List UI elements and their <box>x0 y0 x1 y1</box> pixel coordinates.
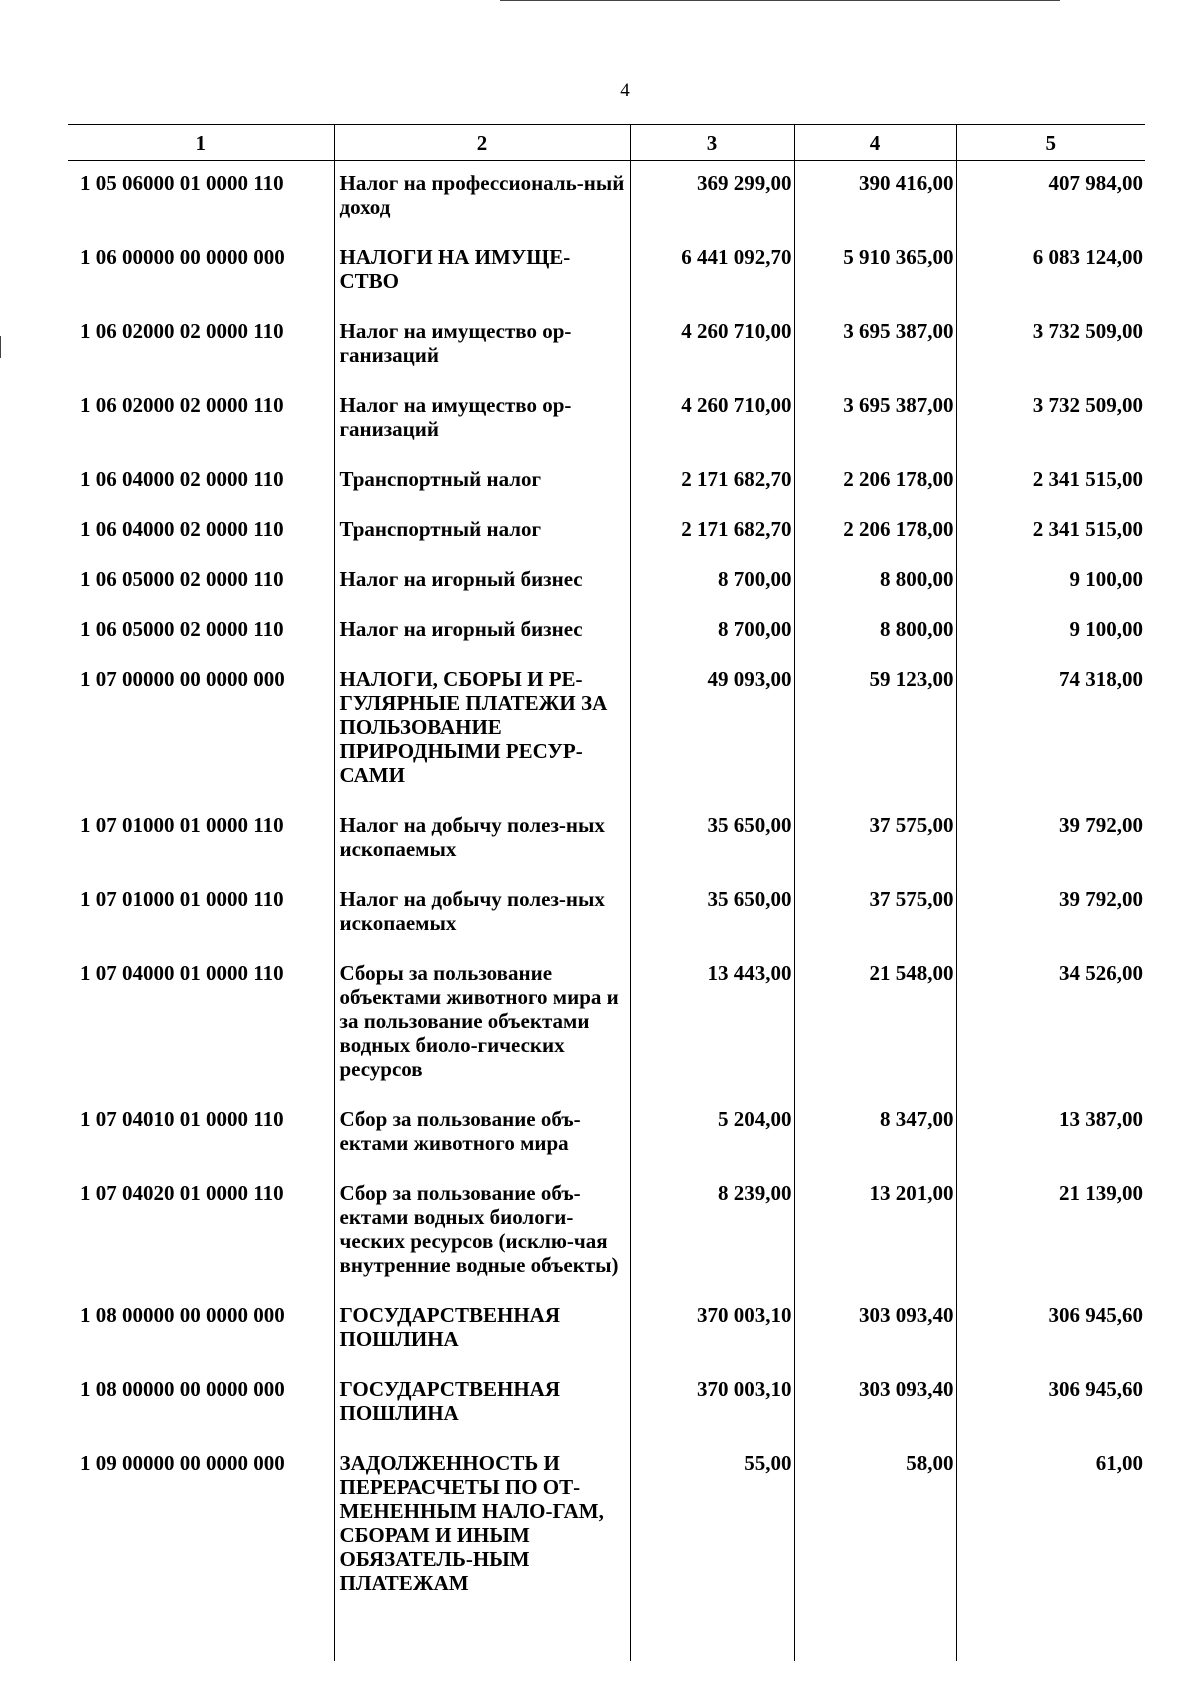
amount-cell-col4: 303 093,40 <box>794 1293 956 1367</box>
amount-cell-col4: 2 206 178,00 <box>794 507 956 557</box>
amount-cell-col5: 74 318,00 <box>956 657 1145 803</box>
table-row <box>68 1367 1145 1441</box>
amount-cell-col5: 39 792,00 <box>956 803 1145 877</box>
amount-cell-col5: 34 526,00 <box>956 951 1145 1097</box>
column-header: 4 <box>794 125 956 161</box>
revenue-code-cell: 1 07 04010 01 0000 110 <box>80 1107 284 1131</box>
revenue-name-cell: Налог на игорный бизнес <box>334 607 630 657</box>
revenue-name-cell: Налог на добычу полез-ных ископаемых <box>334 877 630 951</box>
table-row <box>68 161 1145 236</box>
revenue-code-cell: 1 06 04000 02 0000 110 <box>80 517 284 541</box>
amount-cell-col5: 61,00 <box>956 1441 1145 1611</box>
revenue-code-cell: 1 08 00000 00 0000 000 <box>80 1303 285 1327</box>
revenue-code-cell: 1 07 01000 01 0000 110 <box>80 813 284 837</box>
revenue-name-cell: Сборы за пользование объектами животного мира и за пользование объектами водных биоло-гических ресурсов <box>334 951 630 1097</box>
amount-cell-col4: 8 800,00 <box>794 607 956 657</box>
amount-cell-col3: 35 650,00 <box>630 877 794 951</box>
revenue-code-cell: 1 08 00000 00 0000 000 <box>80 1377 285 1401</box>
revenue-code-cell: 1 06 04000 02 0000 110 <box>80 467 284 491</box>
amount-cell-col4: 59 123,00 <box>794 657 956 803</box>
amount-cell-col5: 2 341 515,00 <box>956 457 1145 507</box>
revenue-code-cell: 1 07 04020 01 0000 110 <box>80 1181 284 1205</box>
revenue-name-cell: Налог на игорный бизнес <box>334 557 630 607</box>
column-header: 5 <box>956 125 1145 161</box>
empty-cell <box>630 1611 794 1661</box>
amount-cell-col3: 369 299,00 <box>630 161 794 236</box>
amount-cell-col5: 9 100,00 <box>956 557 1145 607</box>
amount-cell-col5: 306 945,60 <box>956 1293 1145 1367</box>
revenue-name-cell: НАЛОГИ НА ИМУЩЕ-СТВО <box>334 235 630 309</box>
amount-cell-col3: 4 260 710,00 <box>630 309 794 383</box>
amount-cell-col5: 9 100,00 <box>956 607 1145 657</box>
revenue-name-cell: Транспортный налог <box>334 507 630 557</box>
amount-cell-col3: 4 260 710,00 <box>630 383 794 457</box>
amount-cell-col3: 55,00 <box>630 1441 794 1611</box>
table-row <box>68 507 1145 557</box>
amount-cell-col4: 303 093,40 <box>794 1367 956 1441</box>
page-number: 4 <box>620 80 630 101</box>
revenue-code-cell: 1 07 04000 01 0000 110 <box>80 961 284 985</box>
table-body <box>68 161 1145 1662</box>
table-row <box>68 951 1145 1097</box>
amount-cell-col3: 35 650,00 <box>630 803 794 877</box>
revenue-name-cell: ЗАДОЛЖЕННОСТЬ И ПЕРЕРАСЧЕТЫ ПО ОТ-МЕНЕННЫМ НАЛО-ГАМ, СБОРАМ И ИНЫМ ОБЯЗАТЕЛЬ-НЫМ ПЛАТЕЖАМ <box>334 1441 630 1611</box>
table-row <box>68 1097 1145 1171</box>
revenue-name-cell: Сбор за пользование объ-ектами водных биологи-ческих ресурсов (исклю-чая внутренние водные объекты) <box>334 1171 630 1293</box>
table-row <box>68 1293 1145 1367</box>
amount-cell-col3: 6 441 092,70 <box>630 235 794 309</box>
amount-cell-col5: 39 792,00 <box>956 877 1145 951</box>
budget-table-container <box>68 124 1145 1661</box>
table-row <box>68 803 1145 877</box>
revenue-name-cell: ГОСУДАРСТВЕННАЯ ПОШЛИНА <box>334 1367 630 1441</box>
amount-cell-col5: 3 732 509,00 <box>956 309 1145 383</box>
revenue-code-cell: 1 06 02000 02 0000 110 <box>80 319 284 343</box>
revenue-name-cell: Налог на имущество ор-ганизаций <box>334 383 630 457</box>
amount-cell-col5: 13 387,00 <box>956 1097 1145 1171</box>
table-row <box>68 557 1145 607</box>
amount-cell-col3: 2 171 682,70 <box>630 507 794 557</box>
amount-cell-col3: 8 239,00 <box>630 1171 794 1293</box>
table-row <box>68 309 1145 383</box>
table-header-row <box>68 125 1145 161</box>
amount-cell-col5: 306 945,60 <box>956 1367 1145 1441</box>
amount-cell-col4: 8 347,00 <box>794 1097 956 1171</box>
scan-edge-mark <box>500 0 1060 1</box>
revenue-name-cell: Налог на профессиональ-ный доход <box>334 161 630 236</box>
revenue-code-cell: 1 06 05000 02 0000 110 <box>80 617 284 641</box>
table-row <box>68 457 1145 507</box>
revenue-code-cell: 1 09 00000 00 0000 000 <box>80 1451 285 1475</box>
revenue-name-cell: Транспортный налог <box>334 457 630 507</box>
amount-cell-col3: 8 700,00 <box>630 557 794 607</box>
table-row <box>68 1441 1145 1611</box>
empty-cell <box>68 1611 334 1661</box>
empty-cell <box>956 1611 1145 1661</box>
amount-cell-col3: 370 003,10 <box>630 1367 794 1441</box>
amount-cell-col3: 8 700,00 <box>630 607 794 657</box>
revenue-name-cell: Налог на добычу полез-ных ископаемых <box>334 803 630 877</box>
table-row <box>68 607 1145 657</box>
revenue-code-cell: 1 06 05000 02 0000 110 <box>80 567 284 591</box>
revenue-name-cell: ГОСУДАРСТВЕННАЯ ПОШЛИНА <box>334 1293 630 1367</box>
table-row <box>68 657 1145 803</box>
table-row <box>68 1171 1145 1293</box>
amount-cell-col4: 21 548,00 <box>794 951 956 1097</box>
amount-cell-col4: 58,00 <box>794 1441 956 1611</box>
amount-cell-col4: 390 416,00 <box>794 161 956 236</box>
revenue-name-cell: НАЛОГИ, СБОРЫ И РЕ-ГУЛЯРНЫЕ ПЛАТЕЖИ ЗА ПОЛЬЗОВАНИЕ ПРИРОДНЫМИ РЕСУР-САМИ <box>334 657 630 803</box>
amount-cell-col4: 8 800,00 <box>794 557 956 607</box>
revenue-code-cell: 1 05 06000 01 0000 110 <box>80 171 284 195</box>
empty-cell <box>794 1611 956 1661</box>
revenue-code-cell: 1 06 00000 00 0000 000 <box>80 245 285 269</box>
amount-cell-col4: 3 695 387,00 <box>794 383 956 457</box>
amount-cell-col5: 3 732 509,00 <box>956 383 1145 457</box>
amount-cell-col3: 5 204,00 <box>630 1097 794 1171</box>
amount-cell-col4: 3 695 387,00 <box>794 309 956 383</box>
amount-cell-col4: 5 910 365,00 <box>794 235 956 309</box>
column-header: 3 <box>630 125 794 161</box>
amount-cell-col5: 21 139,00 <box>956 1171 1145 1293</box>
amount-cell-col4: 37 575,00 <box>794 877 956 951</box>
amount-cell-col4: 37 575,00 <box>794 803 956 877</box>
column-header: 2 <box>334 125 630 161</box>
revenue-code-cell: 1 06 02000 02 0000 110 <box>80 393 284 417</box>
revenue-code-cell: 1 07 00000 00 0000 000 <box>80 667 285 691</box>
amount-cell-col3: 2 171 682,70 <box>630 457 794 507</box>
budget-revenue-table <box>68 124 1145 1661</box>
amount-cell-col4: 13 201,00 <box>794 1171 956 1293</box>
amount-cell-col3: 13 443,00 <box>630 951 794 1097</box>
table-row <box>68 877 1145 951</box>
revenue-code-cell: 1 07 01000 01 0000 110 <box>80 887 284 911</box>
table-row <box>68 235 1145 309</box>
table-row <box>68 383 1145 457</box>
amount-cell-col4: 2 206 178,00 <box>794 457 956 507</box>
table-empty-row <box>68 1611 1145 1661</box>
amount-cell-col3: 49 093,00 <box>630 657 794 803</box>
amount-cell-col5: 6 083 124,00 <box>956 235 1145 309</box>
amount-cell-col5: 2 341 515,00 <box>956 507 1145 557</box>
revenue-name-cell: Сбор за пользование объ-ектами животного мира <box>334 1097 630 1171</box>
amount-cell-col5: 407 984,00 <box>956 161 1145 236</box>
revenue-name-cell: Налог на имущество ор-ганизаций <box>334 309 630 383</box>
empty-cell <box>334 1611 630 1661</box>
amount-cell-col3: 370 003,10 <box>630 1293 794 1367</box>
column-header: 1 <box>68 125 334 161</box>
scan-edge-mark <box>0 336 1 358</box>
